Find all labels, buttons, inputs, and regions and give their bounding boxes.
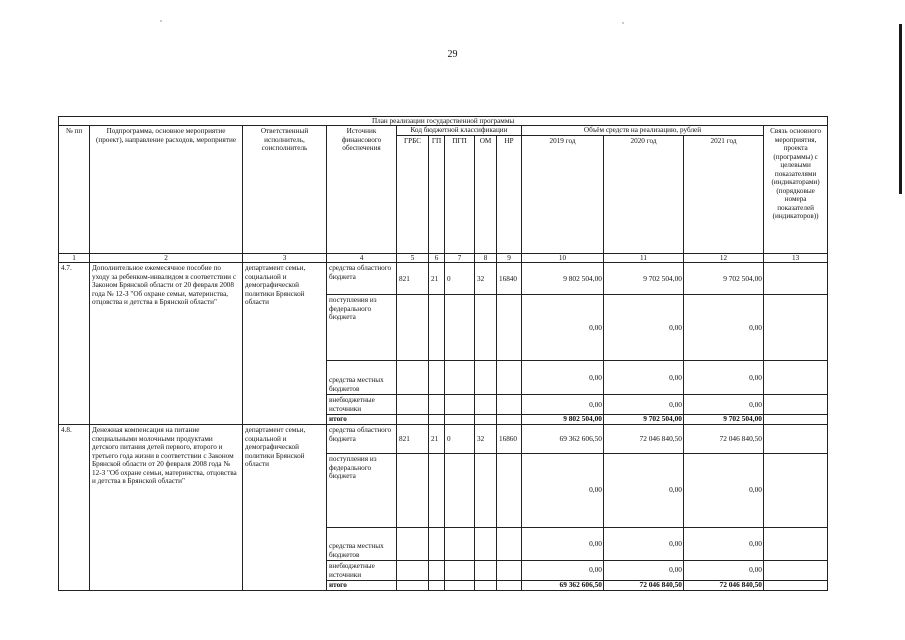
cell-pgp [445,528,475,561]
cell-2019: 0,00 [522,454,604,528]
cell-gp: 21 [429,263,445,295]
total-label: итого [327,415,397,425]
cell-2021: 0,00 [684,454,764,528]
page-number: 29 [447,49,458,60]
col-number: 11 [604,253,684,262]
source-label: внебюджетные источники [327,395,397,415]
table-row [59,263,828,295]
cell-2019: 9 802 504,00 [522,263,604,295]
cell-2020: 9 702 504,00 [604,263,684,295]
cell-link [764,361,828,395]
table-title: План реализации государственной программы [59,117,828,126]
cell-np [497,561,522,581]
cell-grbs [397,454,429,528]
cell-grbs [397,561,429,581]
cell-grbs: 821 [397,263,429,295]
cell-pgp [445,581,475,591]
total-2019: 9 802 504,00 [522,415,604,425]
cell-link [764,581,828,591]
cell-2020: 0,00 [604,361,684,395]
header-source: Источник финансового обеспечения [327,126,397,253]
cell-pgp [445,395,475,415]
cell-2019: 0,00 [522,395,604,415]
cell-np [497,528,522,561]
cell-np [497,415,522,425]
cell-2019: 0,00 [522,528,604,561]
header-link: Связь основного мероприятия, проекта (программы) с целевыми показателями (индикаторами) (порядковые номера показателей (индикаторов)) [764,126,828,253]
cell-2019: 69 362 606,50 [522,425,604,454]
cell-om: 32 [475,425,497,454]
cell-2019: 0,00 [522,295,604,361]
cell-np [497,295,522,361]
cell-link [764,454,828,528]
entry-responsible: департамент семьи, социальной и демографической политики Брянской области [243,263,327,425]
cell-gp [429,561,445,581]
entry-name: Денежная компенсация на питание специальными молочными продуктами детского питания детей первого, второго и третьего года жизни в соответствии с Законом Брянской области от 20 февраля 2008 года № 12-З "Об охране семьи, материнства, отцовства и детства в Брянской области" [90,425,243,591]
cell-grbs [397,395,429,415]
total-2020: 9 702 504,00 [604,415,684,425]
total-label: итого [327,581,397,591]
col-number: 10 [522,253,604,262]
cell-om [475,454,497,528]
cell-2020: 0,00 [604,395,684,415]
total-2021: 72 046 840,50 [684,581,764,591]
cell-gp [429,295,445,361]
cell-gp [429,454,445,528]
entry-name: Дополнительное ежемесячное пособие по уходу за ребенком-инвалидом в соответствии с Законом Брянской области от 20 февраля 2008 года № 12-З "Об охране семьи, материнства, отцовства и детства в Брянской области" [90,263,243,425]
source-label: средства местных бюджетов [327,528,397,561]
header-gp: ГП [429,135,445,253]
scan-edge-line [899,24,902,194]
cell-2020: 0,00 [604,561,684,581]
cell-2021: 72 046 840,50 [684,425,764,454]
scan-speck [622,22,624,24]
cell-link [764,263,828,295]
cell-link [764,425,828,454]
table-row [59,425,828,454]
total-2020: 72 046 840,50 [604,581,684,591]
cell-2020: 0,00 [604,528,684,561]
cell-om [475,581,497,591]
source-label: средства областного бюджета [327,263,397,295]
cell-grbs [397,295,429,361]
col-number: 3 [243,253,327,262]
cell-np [497,581,522,591]
cell-pgp [445,454,475,528]
cell-np: 16860 [497,425,522,454]
cell-pgp [445,361,475,395]
cell-2020: 72 046 840,50 [604,425,684,454]
col-number: 13 [764,253,828,262]
col-number: 6 [429,253,445,262]
col-number: 9 [497,253,522,262]
col-number: 1 [59,253,90,262]
cell-2021: 0,00 [684,395,764,415]
cell-np [497,361,522,395]
cell-grbs [397,415,429,425]
entry-num: 4.8. [59,425,90,591]
cell-2021: 9 702 504,00 [684,263,764,295]
source-label: поступления из федерального бюджета [327,454,397,528]
source-label: внебюджетные источники [327,561,397,581]
cell-np [497,454,522,528]
scan-speck [160,20,162,22]
header-2019: 2019 год [522,135,604,253]
cell-om [475,295,497,361]
column-number-row [59,253,828,262]
cell-2021: 0,00 [684,361,764,395]
cell-2019: 0,00 [522,561,604,581]
header-2020: 2020 год [604,135,684,253]
source-label: поступления из федерального бюджета [327,295,397,361]
cell-np: 16840 [497,263,522,295]
cell-pgp [445,415,475,425]
col-number: 5 [397,253,429,262]
entry-num: 4.7. [59,263,90,425]
cell-link [764,395,828,415]
cell-link [764,528,828,561]
cell-2020: 0,00 [604,295,684,361]
cell-grbs [397,361,429,395]
cell-np [497,395,522,415]
cell-gp [429,361,445,395]
cell-2021: 0,00 [684,528,764,561]
cell-om [475,395,497,415]
cell-link [764,295,828,361]
cell-pgp: 0 [445,263,475,295]
col-number: 12 [684,253,764,262]
cell-gp [429,581,445,591]
cell-link [764,415,828,425]
col-number: 8 [475,253,497,262]
cell-om [475,361,497,395]
cell-2021: 0,00 [684,295,764,361]
program-plan-table [58,116,828,591]
header-pgp: ПГП [445,135,475,253]
col-number: 7 [445,253,475,262]
header-grbs: ГРБС [397,135,429,253]
col-number: 2 [90,253,243,262]
cell-gp: 21 [429,425,445,454]
cell-pgp [445,561,475,581]
total-2019: 69 362 606,50 [522,581,604,591]
cell-gp [429,528,445,561]
cell-2020: 0,00 [604,454,684,528]
header-num: № пп [59,126,90,253]
source-label: средства областного бюджета [327,425,397,454]
header-name: Подпрограмма, основное мероприятие (проект), направление расходов, мероприятие [90,126,243,253]
cell-link [764,561,828,581]
source-label: средства местных бюджетов [327,361,397,395]
entry-responsible: департамент семьи, социальной и демографической политики Брянской области [243,425,327,591]
cell-gp [429,415,445,425]
total-2021: 9 702 504,00 [684,415,764,425]
header-om: ОМ [475,135,497,253]
header-volume: Объём средств на реализацию, рублей [522,126,764,135]
header-budget-code: Код бюджетной классификации [397,126,522,135]
cell-pgp [445,295,475,361]
cell-grbs: 821 [397,425,429,454]
header-responsible: Ответственный исполнитель, соисполнитель [243,126,327,253]
cell-grbs [397,581,429,591]
cell-om [475,561,497,581]
cell-gp [429,395,445,415]
cell-om [475,528,497,561]
cell-2021: 0,00 [684,561,764,581]
header-np: НР [497,135,522,253]
cell-om: 32 [475,263,497,295]
cell-grbs [397,528,429,561]
col-number: 4 [327,253,397,262]
cell-om [475,415,497,425]
header-2021: 2021 год [684,135,764,253]
cell-pgp: 0 [445,425,475,454]
cell-2019: 0,00 [522,361,604,395]
